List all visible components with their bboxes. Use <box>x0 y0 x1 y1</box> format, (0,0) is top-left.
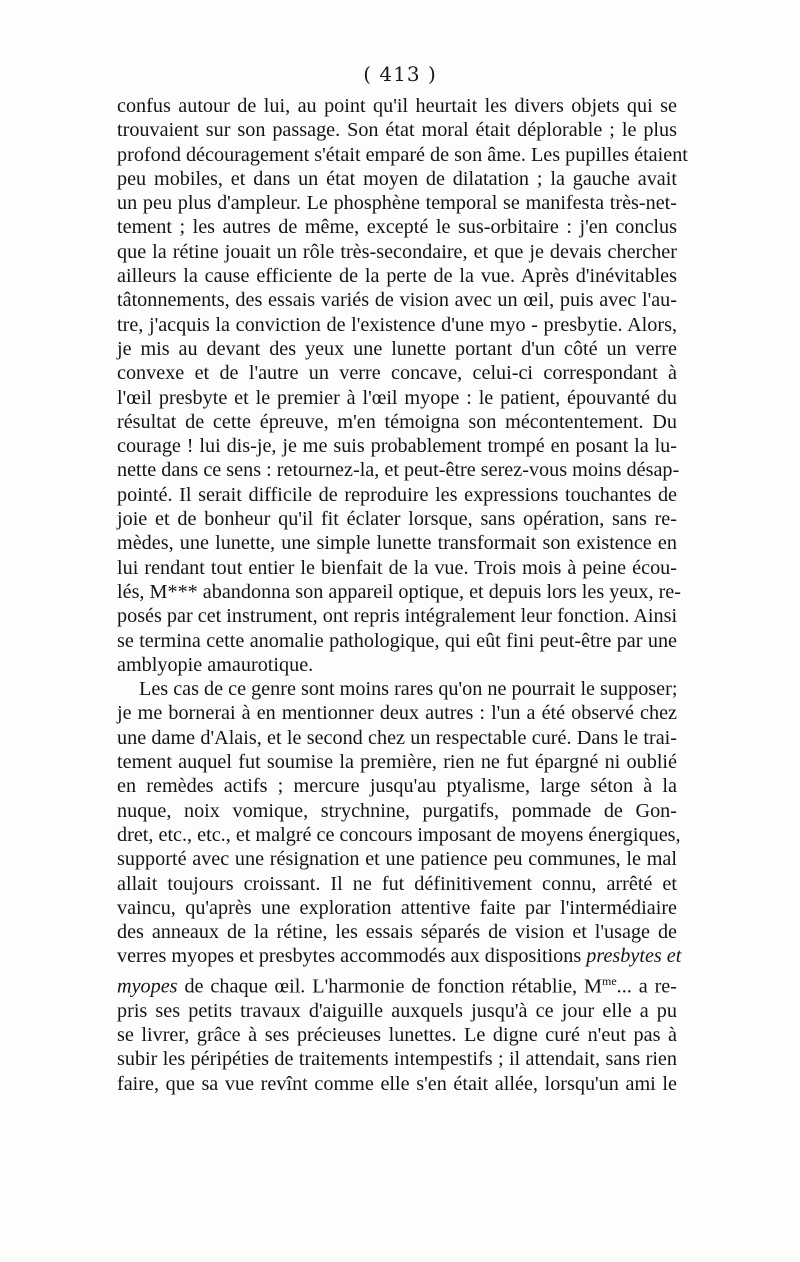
text-line: nuque, noix vomique, strychnine, purgatifs, pommade de Gon- <box>117 799 677 822</box>
text-line: joie et de bonheur qu'il fit éclater lorsque, sans opération, sans re- <box>117 508 677 531</box>
text-line: résultat de cette épreuve, m'en témoigna son mécontentement. Du <box>117 410 677 433</box>
text-line: tre, j'acquis la conviction de l'existence d'une myo - presbytie. Alors, <box>117 313 677 336</box>
text-line: lui rendant tout entier le bienfait de la vue. Trois mois à peine écou- <box>117 556 677 579</box>
text-line: en remèdes actifs ; mercure jusqu'au ptyalisme, large séton à la <box>117 775 677 798</box>
text-line: l'œil presbyte et le premier à l'œil myope : le patient, épouvanté du <box>117 386 677 409</box>
text-line: pris ses petits travaux d'aiguille auxquels jusqu'à ce jour elle a pu <box>117 999 677 1022</box>
text-line: vaincu, qu'après une exploration attentive faite par l'intermédiaire <box>117 896 677 919</box>
italic-text: myopes <box>117 975 178 998</box>
text-line: posés par cet instrument, ont repris intégralement leur fonction. Ainsi <box>117 605 678 628</box>
text-line: nette dans ce sens : retournez-la, et peut-être serez-vous moins désap- <box>117 459 680 482</box>
text-line: se termina cette anomalie pathologique, qui eût fini peut-être par une <box>117 629 677 652</box>
superscript: me <box>601 973 617 988</box>
text-line: courage ! lui dis-je, je me suis probablement trompé en posant la lu- <box>117 435 677 458</box>
text-line: lés, M*** abandonna son appareil optique, et depuis lors les yeux, re- <box>117 580 681 603</box>
text-line: convexe et de l'autre un verre concave, celui-ci correspondant à <box>117 362 677 385</box>
italic-text: presbytes et <box>586 945 682 968</box>
text-segment: ... a re- <box>616 975 677 998</box>
text-line: se livrer, grâce à ses précieuses lunettes. Le digne curé n'eut pas à <box>117 1024 677 1047</box>
text-line: Les cas de ce genre sont moins rares qu'on ne pourrait le supposer; <box>139 678 678 701</box>
text-line: des anneaux de la rétine, les essais séparés de vision et l'usage de <box>117 921 677 944</box>
text-line: peu mobiles, et dans un état moyen de dilatation ; la gauche avait <box>117 167 677 190</box>
text-line: que la rétine jouait un rôle très-secondaire, et que je devais chercher <box>117 240 677 263</box>
text-line: profond découragement s'était emparé de son âme. Les pupilles étaient <box>117 143 688 166</box>
paragraph-2 <box>117 677 682 1096</box>
text-line <box>117 944 682 968</box>
text-line: un peu plus d'ampleur. Le phosphène temporal se manifesta très-net- <box>117 192 677 215</box>
text-line: dret, etc., etc., et malgré ce concours imposant de moyens énergiques, <box>117 823 681 846</box>
text-line: subir les péripéties de traitements intempestifs ; il attendait, sans rien <box>117 1048 677 1071</box>
text-line: mèdes, une lunette, une simple lunette transformait son existence en <box>117 532 677 555</box>
text-line <box>117 969 677 999</box>
text-line: confus autour de lui, au point qu'il heurtait les divers objets qui se <box>117 95 677 117</box>
text-line: pointé. Il serait difficile de reproduire les expressions touchantes de <box>117 483 677 506</box>
text-line: je me bornerai à en mentionner deux autres : l'un a été observé chez <box>117 702 677 725</box>
text-line: ailleurs la cause efficiente de la perte de la vue. Après d'inévitables <box>117 265 677 288</box>
text-line: faire, que sa vue revînt comme elle s'en était allée, lorsqu'un ami le <box>117 1072 677 1095</box>
text-line: tâtonnements, des essais variés de vision avec un œil, puis avec l'au- <box>117 289 677 312</box>
text-segment: verres myopes et presbytes accommodés aux dispositions <box>117 945 587 968</box>
text-line: trouvaient sur son passage. Son état moral était déplorable ; le plus <box>117 119 677 142</box>
body-text <box>117 94 688 1096</box>
paragraph-1 <box>117 94 688 677</box>
text-line: une dame d'Alais, et le second chez un respectable curé. Dans le trai- <box>117 726 677 749</box>
text-segment: de chaque œil. L'harmonie de fonction rétablie, M <box>177 975 602 998</box>
text-line: tement auquel fut soumise la première, rien ne fut épargné ni oublié <box>117 751 677 774</box>
text-line: supporté avec une résignation et une patience peu communes, le mal <box>117 848 677 871</box>
page-number: ( 413 ) <box>363 62 437 86</box>
text-line: amblyopie amaurotique. <box>117 653 314 676</box>
text-line: tement ; les autres de même, excepté le sus-orbitaire : j'en conclus <box>117 216 677 239</box>
text-line: je mis au devant des yeux une lunette portant d'un côté un verre <box>117 337 677 360</box>
text-line: allait toujours croissant. Il ne fut définitivement connu, arrêté et <box>117 872 677 895</box>
